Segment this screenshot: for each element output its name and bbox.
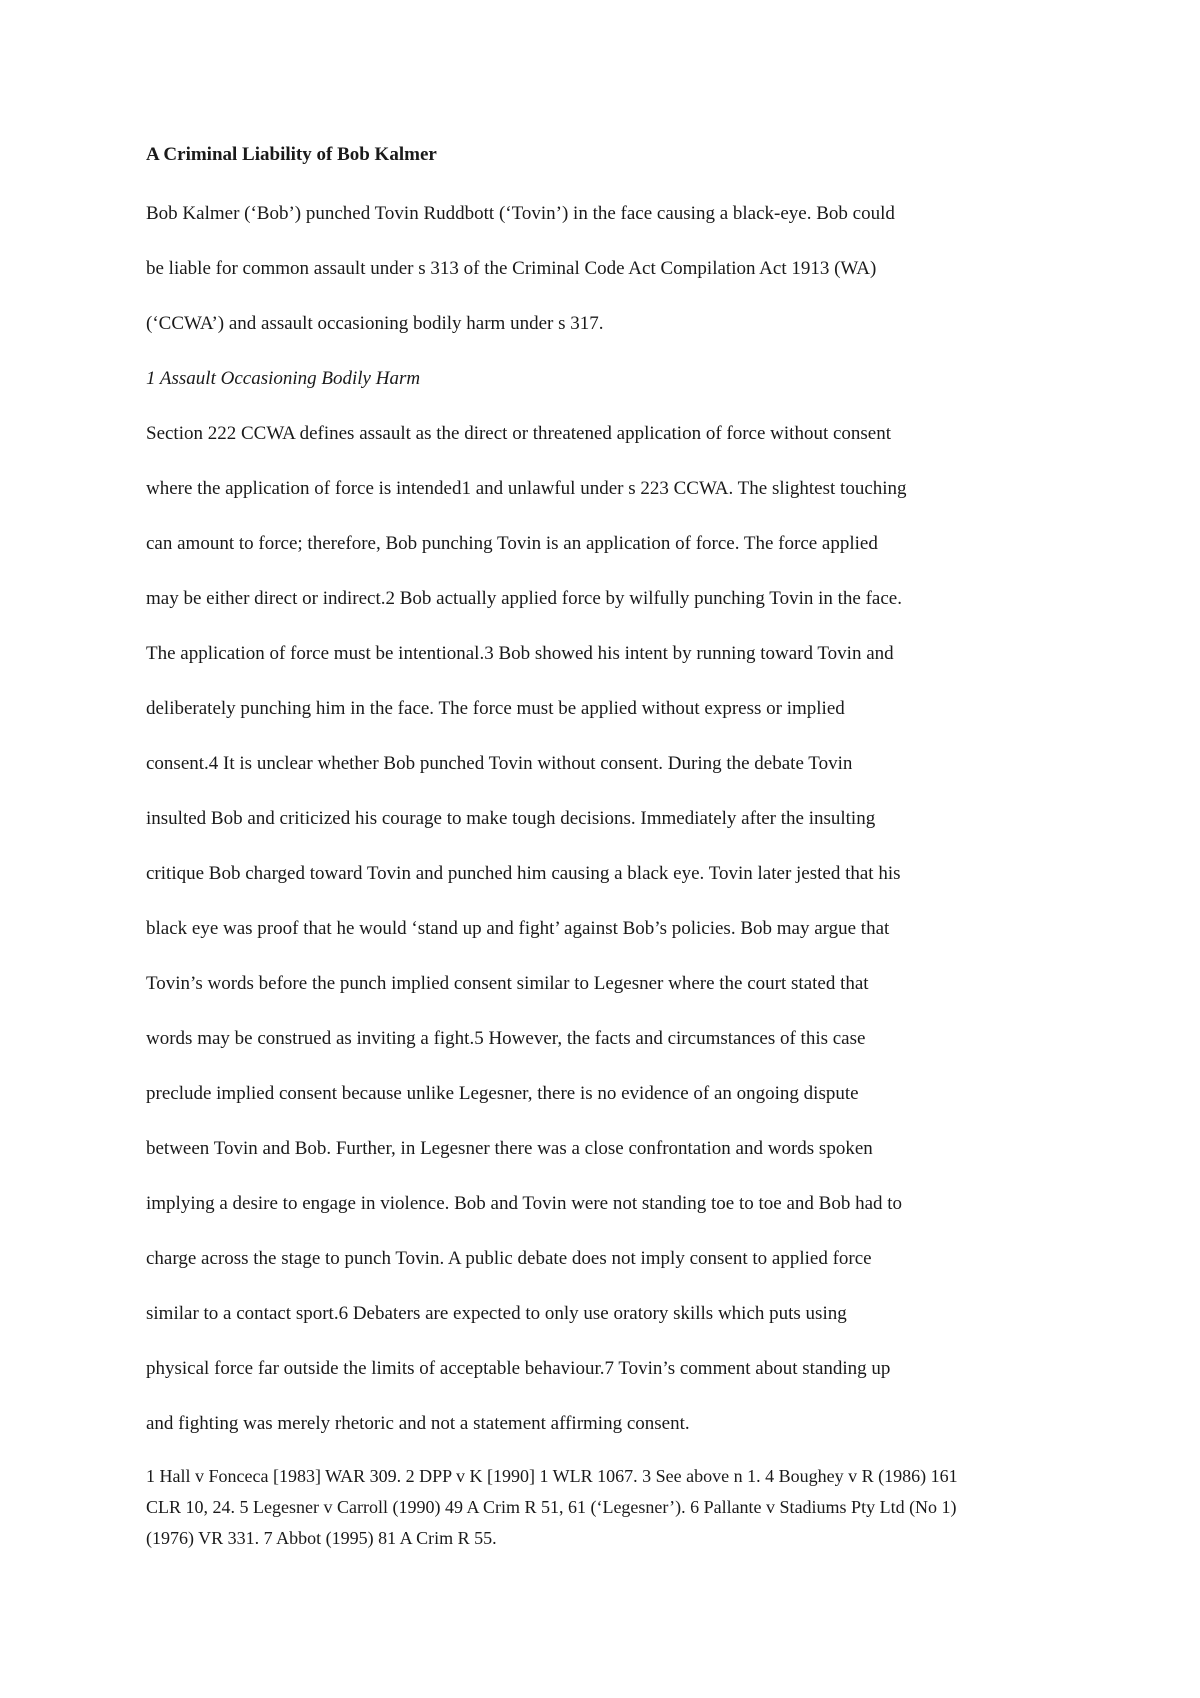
body-line: implying a desire to engage in violence. Bob and Tovin were not standing toe to toe and Bob had to <box>146 1193 903 1214</box>
body-line: between Tovin and Bob. Further, in Legesner there was a close confrontation and words spoken <box>146 1138 873 1159</box>
section-subheading: 1 Assault Occasioning Bodily Harm <box>146 368 421 389</box>
body-line: similar to a contact sport.6 Debaters are expected to only use oratory skills which puts using <box>146 1303 847 1324</box>
intro-line: Bob Kalmer (‘Bob’) punched Tovin Ruddbott (‘Tovin’) in the face causing a black-eye. Bob could <box>146 203 895 224</box>
body-line: and fighting was merely rhetoric and not a statement affirming consent. <box>146 1413 690 1434</box>
footnote-line: 1 Hall v Fonceca [1983] WAR 309. 2 DPP v K [1990] 1 WLR 1067. 3 See above n 1. 4 Boughey v R (1986) 161 <box>146 1466 958 1486</box>
body-line: may be either direct or indirect.2 Bob actually applied force by wilfully punching Tovin in the face. <box>146 588 902 609</box>
body-line: black eye was proof that he would ‘stand up and fight’ against Bob’s policies. Bob may argue that <box>146 918 890 939</box>
body-line: physical force far outside the limits of acceptable behaviour.7 Tovin’s comment about standing up <box>146 1358 891 1379</box>
body-line: critique Bob charged toward Tovin and punched him causing a black eye. Tovin later jested that his <box>146 863 901 884</box>
body-line: insulted Bob and criticized his courage to make tough decisions. Immediately after the insulting <box>146 808 876 829</box>
body-line: Tovin’s words before the punch implied consent similar to Legesner where the court stated that <box>146 973 869 994</box>
body-line: charge across the stage to punch Tovin. A public debate does not imply consent to applied force <box>146 1248 872 1269</box>
intro-line: be liable for common assault under s 313 of the Criminal Code Act Compilation Act 1913 (WA) <box>146 258 877 279</box>
body-line: Section 222 CCWA defines assault as the direct or threatened application of force without consent <box>146 423 892 444</box>
intro-line: (‘CCWA’) and assault occasioning bodily harm under s 317. <box>146 313 604 334</box>
footnote-line: (1976) VR 331. 7 Abbot (1995) 81 A Crim R 55. <box>146 1528 497 1548</box>
body-line: deliberately punching him in the face. The force must be applied without express or implied <box>146 698 845 719</box>
body-line: words may be construed as inviting a fight.5 However, the facts and circumstances of this case <box>146 1028 866 1049</box>
footnote-line: CLR 10, 24. 5 Legesner v Carroll (1990) 49 A Crim R 51, 61 (‘Legesner’). 6 Pallante v Stadiums Pty Ltd (No 1) <box>146 1497 957 1517</box>
body-line: where the application of force is intended1 and unlawful under s 223 CCWA. The slightest touching <box>146 478 907 499</box>
body-line: preclude implied consent because unlike Legesner, there is no evidence of an ongoing dispute <box>146 1083 859 1104</box>
body-line: consent.4 It is unclear whether Bob punched Tovin without consent. During the debate Tovin <box>146 753 853 774</box>
body-line: can amount to force; therefore, Bob punching Tovin is an application of force. The force applied <box>146 533 878 554</box>
document-heading: A Criminal Liability of Bob Kalmer <box>146 144 437 165</box>
body-line: The application of force must be intentional.3 Bob showed his intent by running toward Tovin and <box>146 643 894 664</box>
